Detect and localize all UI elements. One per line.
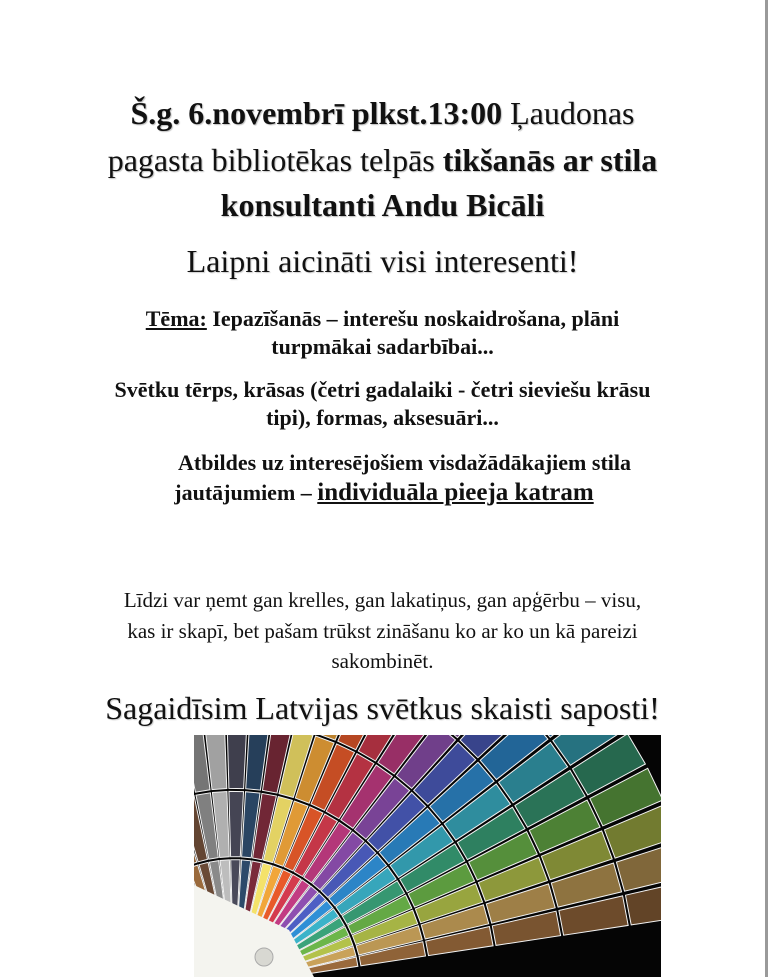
answers-emphasis: individuāla pieeja katram (317, 479, 594, 506)
topic-label: Tēma: (145, 306, 207, 331)
heading-line-1 (0, 90, 765, 136)
closing-line: Sagaidīsim Latvijas svētkus skaisti saposti! (105, 690, 660, 726)
color-swatch-fan (194, 735, 661, 977)
topic-line-2: turpmākai sadarbībai... (271, 334, 494, 359)
festive-line-1: Svētku tērps, krāsas (četri gadalaiki - četri sieviešu krāsu (114, 377, 651, 402)
fan-swatch (227, 735, 247, 789)
answers-lead: jautājumiem – (174, 480, 318, 505)
answers-line-1: Atbildes uz interesējošiem visdažādākajiem stila (177, 450, 631, 475)
event-datetime: Š.g. 6.novembrī plkst.13:00 (130, 95, 503, 131)
heading-line-3: konsultanti Andu Bicāli (220, 187, 545, 223)
fan-pivot-pin (255, 948, 273, 966)
fan-swatch (229, 791, 244, 856)
heading-location: pagasta bibliotēkas telpās (107, 142, 443, 178)
topic-line-1 (0, 304, 765, 334)
heading-event: tikšanās ar stila (442, 142, 658, 178)
heading-location-start: Ļaudonas (502, 95, 635, 131)
bring-line-2: kas ir skapī, bet pašam trūkst zināšanu ko ar ko un kā pareizi (127, 619, 638, 643)
bring-line-3: sakombinēt. (331, 649, 434, 673)
answers-line-2 (0, 478, 768, 508)
festive-line-2: tipi), formas, aksesuāri... (266, 405, 499, 430)
topic-text: Iepazīšanās – interešu noskaidrošana, plāni (206, 306, 620, 331)
greeting: Laipni aicināti visi interesenti! (186, 243, 579, 279)
color-fan-photo (194, 735, 661, 977)
heading-line-2 (0, 137, 765, 183)
bring-line-1: Līdzi var ņemt gan krelles, gan lakatiņus, gan apģērbu – visu, (123, 588, 642, 612)
